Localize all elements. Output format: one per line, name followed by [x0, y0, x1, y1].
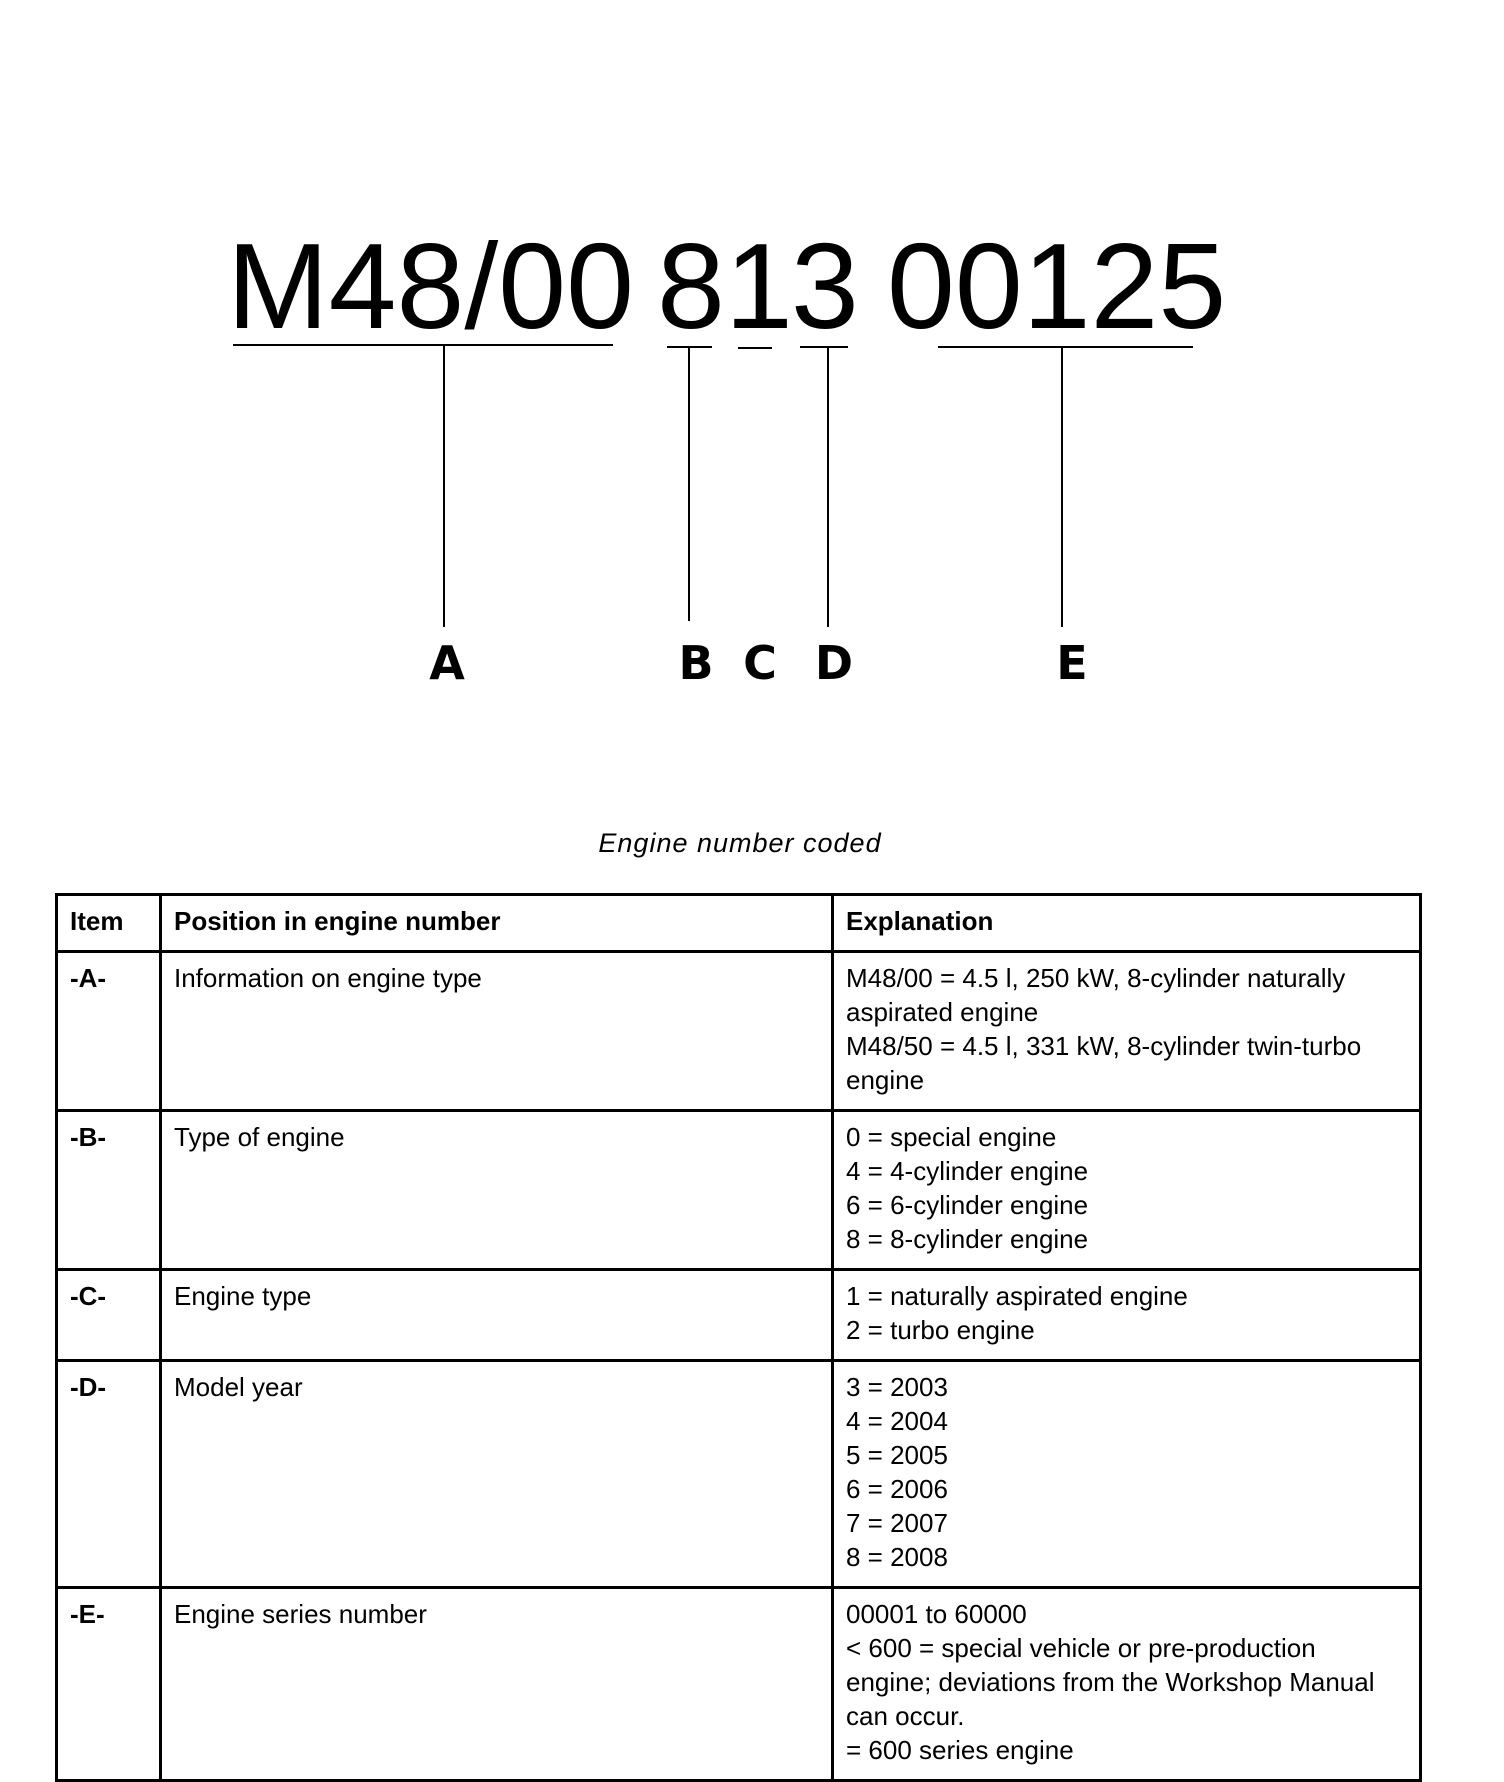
table-row — [57, 1361, 1421, 1588]
label-a: A — [429, 636, 465, 690]
engine-number-segment-d: 3 — [791, 218, 859, 354]
explanation-line: 5 = 2005 — [846, 1440, 948, 1470]
explanation-line: 6 = 2006 — [846, 1474, 948, 1504]
table-row — [57, 1588, 1421, 1781]
engine-number-table — [55, 893, 1422, 1782]
engine-number-segment-a: M48/00 — [227, 218, 634, 354]
explanation-line: M48/50 = 4.5 l, 331 kW, 8-cylinder twin-turbo engine — [846, 1031, 1362, 1095]
engine-number-diagram — [0, 0, 1504, 720]
row-explanation — [833, 952, 1421, 1111]
explanation-line: 4 = 2004 — [846, 1406, 948, 1436]
row-item: -B- — [57, 1111, 161, 1270]
engine-number-segment-b: 8 — [657, 218, 725, 354]
table-row — [57, 1111, 1421, 1270]
row-explanation — [833, 1111, 1421, 1270]
explanation-line: 3 = 2003 — [846, 1372, 948, 1402]
table-row — [57, 952, 1421, 1111]
row-position: Engine series number — [161, 1588, 833, 1781]
explanation-line: < 600 = special vehicle or pre-production engine; deviations from the Workshop Manual can occur. — [846, 1633, 1375, 1731]
row-explanation — [833, 1588, 1421, 1781]
label-d: D — [814, 636, 854, 690]
explanation-line: 2 = turbo engine — [846, 1315, 1035, 1345]
explanation-line: 8 = 2008 — [846, 1542, 948, 1572]
row-explanation — [833, 1270, 1421, 1361]
label-c: C — [743, 636, 777, 690]
header-explanation: Explanation — [833, 895, 1421, 952]
table-header-row — [57, 895, 1421, 952]
row-explanation — [833, 1361, 1421, 1588]
row-item: -E- — [57, 1588, 161, 1781]
row-item: -C- — [57, 1270, 161, 1361]
engine-number-segment-c: 1 — [725, 218, 793, 354]
explanation-line: 4 = 4-cylinder engine — [846, 1156, 1089, 1186]
explanation-line: 6 = 6-cylinder engine — [846, 1190, 1089, 1220]
explanation-line: 7 = 2007 — [846, 1508, 948, 1538]
label-e: E — [1056, 636, 1088, 690]
label-b: B — [678, 636, 714, 690]
explanation-line: 1 = naturally aspirated engine — [846, 1281, 1188, 1311]
row-position: Engine type — [161, 1270, 833, 1361]
explanation-line: M48/00 = 4.5 l, 250 kW, 8-cylinder naturally aspirated engine — [846, 963, 1346, 1027]
explanation-line: 0 = special engine — [846, 1122, 1057, 1152]
explanation-line: 8 = 8-cylinder engine — [846, 1224, 1089, 1254]
row-item: -A- — [57, 952, 161, 1111]
row-item: -D- — [57, 1361, 161, 1588]
explanation-line: 00001 to 60000 — [846, 1599, 1027, 1629]
engine-number-segment-e: 00125 — [887, 218, 1227, 354]
header-position: Position in engine number — [161, 895, 833, 952]
row-position: Information on engine type — [161, 952, 833, 1111]
table-row — [57, 1270, 1421, 1361]
explanation-line: = 600 series engine — [846, 1735, 1074, 1765]
header-item: Item — [57, 895, 161, 952]
row-position: Model year — [161, 1361, 833, 1588]
figure-caption: Engine number coded — [598, 828, 882, 858]
row-position: Type of engine — [161, 1111, 833, 1270]
